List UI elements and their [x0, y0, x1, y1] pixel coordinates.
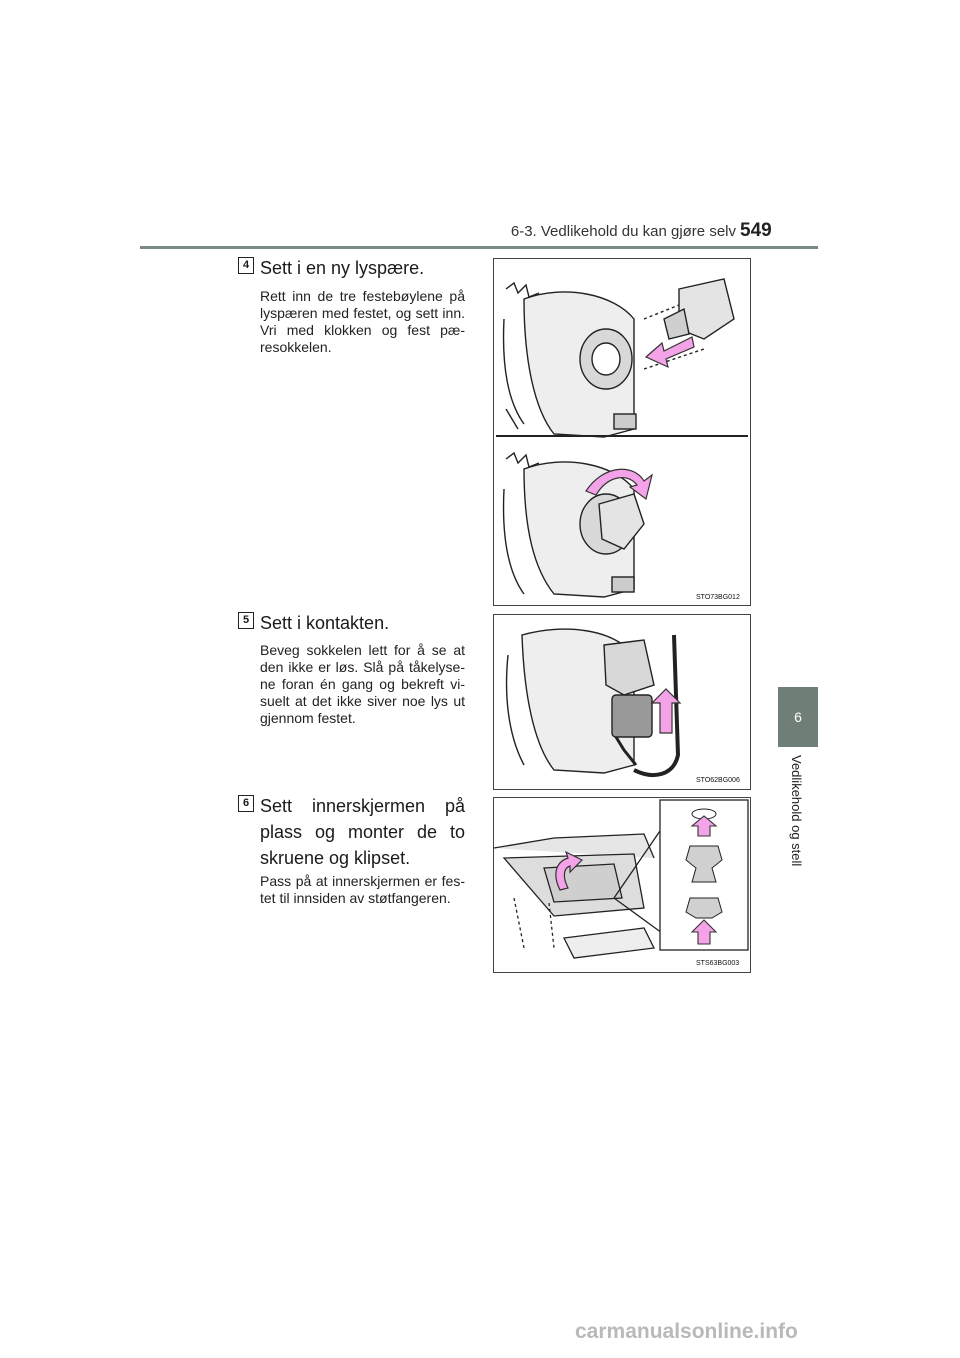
watermark: carmanualsonline.info — [575, 1320, 798, 1343]
step-number-5: 5 — [238, 612, 254, 629]
step-number-4: 4 — [238, 257, 254, 274]
step-6-title: Sett innerskjermen på plass og monter de to skruene og klipset. — [260, 796, 465, 868]
step-4-body: Rett inn de tre festebøylene på lyspæren med festet, og sett inn. Vri med klokken og fest pæ-resokkelen. — [260, 288, 465, 355]
figure-connector-insert — [493, 614, 751, 790]
chapter-title — [778, 755, 818, 925]
page-number: 549 — [740, 220, 772, 241]
header-rule — [140, 246, 818, 249]
figure-code-6: STS63BG003 — [696, 960, 740, 967]
section-title: 6-3. Vedlikehold du kan gjøre selv — [510, 223, 736, 240]
figure-inner-fender-install — [493, 797, 751, 973]
step-number-6: 6 — [238, 795, 254, 812]
step-5-title: Sett i kontakten. — [260, 613, 390, 633]
step-5-body: Beveg sokkelen lett for å se at den ikke er løs. Slå på tåkelyse-ne foran én gang og bekreft vi-suelt at det ikke siver noe lys ut gjennom festet. — [260, 642, 465, 726]
chapter-title-text: Vedlikehold og stell — [789, 755, 804, 867]
step-6-body: Pass på at innerskjermen er fes-tet til innsiden av støtfangeren. — [260, 873, 465, 906]
figure-code-5: STO62BG006 — [696, 777, 740, 784]
chapter-number-tab[interactable]: 6 — [778, 687, 818, 747]
figure-bulb-insert — [493, 258, 751, 606]
figure-code-4: STO73BG012 — [696, 594, 740, 601]
step-4-title: Sett i en ny lyspære. — [260, 258, 425, 278]
insert-arrow-icon — [646, 337, 694, 367]
